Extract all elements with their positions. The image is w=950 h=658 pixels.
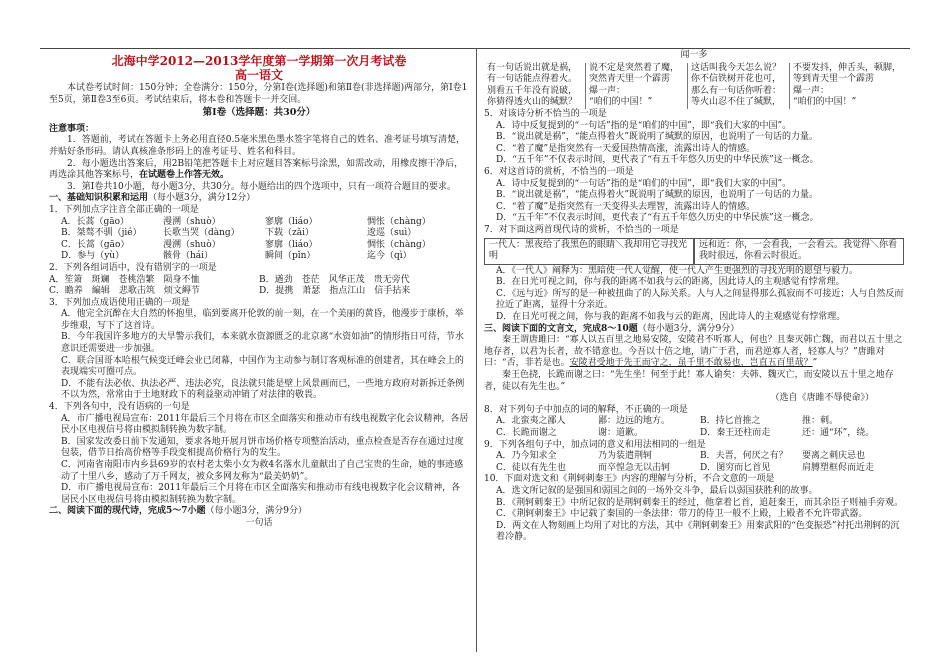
poem-line: 说不定是突然着了魔， <box>589 62 680 73</box>
q8-opt: 推：刺。 <box>802 416 839 427</box>
q8-opt: 还：通“环”，绕。 <box>802 428 875 438</box>
q8-opt: 鄙：边远的地方。 <box>598 416 671 427</box>
question-8: 8．对下列句子中加点的词的解释，不正确的一项是 <box>484 404 688 415</box>
poem-line: 这话叫我今天怎么说？ <box>691 62 782 73</box>
passage-text-end: ” <box>812 358 818 369</box>
q6-option-c: C．“着了魔”是指突然有一天变得头去理智，流露出诗人的情感。 <box>496 201 756 212</box>
poem-line: 那么有一句话你听着： <box>691 85 782 96</box>
q8-opt: 谢：道歉。 <box>598 428 644 438</box>
passage-paragraph-1 <box>484 335 904 370</box>
q1-opt: 逡巡（suì） <box>367 228 417 239</box>
poem-column <box>687 63 789 109</box>
question-9: 9．下列各组句子中，加点词的意义和用法相同的一组是 <box>484 439 706 450</box>
q7-option-d: D．在日光可视之间，你与我的距离不如我与云的距离，因此诗人的主观感觉有悖常理。 <box>496 312 846 323</box>
q8-row <box>484 428 904 440</box>
q5-option-d: D．“五千年”不仅表示时间，更代表了“有五千年悠久历史的中华民族”这一概念。 <box>496 155 819 166</box>
note-2 <box>49 159 469 182</box>
q9-opt: C．徒以有先生也 <box>496 462 566 473</box>
q4-option-c: C．河南省南阳市内乡县69岁的农村老太柴小女为救4名落水儿童献出了自己宝贵的生命，她的事迹感动了十里八乡，感动了万千网友，被众多网友称为“最美奶奶”。 <box>61 460 464 482</box>
q7-option-c: C．《远与近》所写的是一种被扭曲了的人际关系。人与人之间显得那么孤寂而不可接近；人与自然反而拉近了距离，显得十分亲近。 <box>496 288 904 311</box>
note-2-text: 2．每小题选出答案后，用2B铅笔把答题卡上对应题目答案标号涂黑，如需改动，用橡皮擦干净后，再选涂其他答案标号， <box>49 158 464 181</box>
poem-line: 等到青天里一个霹雳 <box>793 74 875 85</box>
poem-line: 有一句话说出就是祸， <box>487 62 578 73</box>
passage-text: 秦王谓唐雎曰：“寡人以五百里之地易安陵，安陵君不听寡人，何也？且秦灭韩亡魏，而君以五十里之地存者，以君为长者，故不错意也。今吾以十倍之地，请广于君，而君逆寡人者，轻寡人与？”唐雎对曰：“否，非若是也。 <box>484 335 903 369</box>
q4-option-b: B．国家发改委日前下发通知，要求各地开展月饼市场价格专项整治活动，重点检查是否存在通过过度包装，借节日抬高价格等手段变相提高价格行为的发生。 <box>61 436 464 459</box>
exam-subtitle: 高一语文 <box>234 68 283 82</box>
exam-intro: 本试卷考试时间：150分钟；全卷满分：150分，分第Ⅰ卷(选择题)和第Ⅱ卷(非选择题)两部分，第Ⅰ卷1至5页，第Ⅱ卷3至6页。考试结束后，将本卷和答题卡一并交回。 <box>49 83 468 105</box>
q6-option-a: A．诗中反复提到的“一句话”指的是“咱们的中国”，即“我们大家的中国”。 <box>496 178 792 189</box>
q9-row <box>484 451 904 463</box>
q2-opt: B．遒劲 苍茫 风华正茂 贵无旁代 <box>259 274 410 285</box>
part-one-title: 一、基础知识积累和运用 <box>49 193 149 204</box>
part-two-score: （每小题3分，满分9分） <box>205 506 307 517</box>
poem-line: “咱们的中国！” <box>589 97 653 108</box>
q1-opt: 惆怅（chàng） <box>367 216 431 227</box>
poem-line: 你不信铁树开花也可， <box>691 74 782 85</box>
note-1: 1．答题前，考试在答题卡上务必用直径0.5毫米黑色墨水签字笔将自己的姓名、准考证号填写清楚，并贴好条形码。请认真核准条形码上的准考证号、姓名和科目。 <box>49 135 466 157</box>
q8-opt: A．北蛮夷之鄙人 <box>496 416 566 427</box>
q10-option-b: B．《荆轲刺秦王》中所记叙的是荆轲刺秦王的经过，他拿着匕首，追赶秦王，而其余臣子则袖手旁观。 <box>496 497 904 508</box>
poem-line: 有一句话能点得着火。 <box>487 74 578 85</box>
q2-opt: A．笙箫 斑斓 苍桃浩繁 陨身不恤 <box>49 274 200 285</box>
q3-option-d: D．不能有法必依、执法必严、违法必究，良法就只能是壁上风景画而已，一些地方政府对新拆迁条例不以为然，常常由于土地财政下的利益驱动冲销了对法律的敬畏。 <box>61 378 465 401</box>
part-three-heading <box>484 324 904 336</box>
q1-opt: C．长蒿（gāo） <box>61 239 130 250</box>
q7-option-b: B．在日光可视之间，你与我的距离不如我与云的距离，因此诗人的主观感觉有悖常理。 <box>496 277 845 288</box>
q7-poems <box>484 238 904 265</box>
q2-row <box>49 275 469 287</box>
left-column <box>49 50 469 530</box>
part-two-title: 二、阅读下面的现代诗，完成5～7小题 <box>49 506 206 517</box>
poem-title: 一句话 <box>245 517 273 528</box>
q9-opt: 而卒惶急无以击轲 <box>598 462 671 473</box>
q7-option-a: A．《一代人》阐释为：黑暗使一代人觉醒，使一代人产生更强烈的寻找光明的愿望与毅力。 <box>496 265 859 276</box>
q7-poem-left: 一代人：黑夜给了我黑色的眼睛＼我却用它寻找光明 <box>484 238 694 265</box>
poem-column <box>585 63 687 109</box>
note-3: 3．第Ⅰ卷共10小题，每小题3分，共30分。每小题给出的四个选项中，只有一项符合题目的要求。 <box>67 181 456 192</box>
q3-option-c: C．联合国哥本哈根气候变迁峰会业已闭幕，中国作为主动参与制订客观标准的创建者，其在峰会上的表现端实可圈可点。 <box>61 355 464 378</box>
q10-option-d: D．两文在人物刻画上均用了对比的方法，其中《荆轲刺秦王》用秦武阳的“色变振恐”衬托出荆轲的沉着冷静。 <box>496 520 900 543</box>
q5-option-b: B．“说出就是祸”，“能点得着火”既说明了缄默的原因，也说明了一句话的力量。 <box>496 132 819 143</box>
passage-source: （选自《唐雎不辱使命》） <box>770 393 874 404</box>
part-two-heading <box>49 506 469 518</box>
q9-opt: D．图穷而匕首见 <box>700 462 771 473</box>
question-6: 6．对这首诗的赏析，不恰当的一项是 <box>484 166 634 177</box>
passage-paragraph-2: 秦王色挠，长跪而谢之曰：“先生坐！何至于此！寡人谕矣：夫韩、魏灭亡，而安陵以五十里之地存者，徒以有先生也。” <box>484 370 894 392</box>
q1-row <box>49 240 469 252</box>
poem-column <box>484 63 585 109</box>
poem-author: 闻一多 <box>680 50 708 60</box>
exam-title: 北海中学2012—2013学年度第一学期第一次月考试卷 <box>111 54 407 68</box>
q8-opt: C．长跪而谢之 <box>496 428 557 438</box>
column-divider <box>476 48 477 652</box>
question-10: 10．下面对选文和《荆轲刺秦王》内容的理解与分析，不合文意的一项是 <box>484 474 775 485</box>
question-3: 3．下列加点成语使用正确的一项是 <box>49 297 190 308</box>
poem-body <box>484 63 904 109</box>
q9-opt: 肩膊塑框侭而近走 <box>802 462 875 473</box>
question-4: 4．下列各句中，没有语病的一句是 <box>49 402 190 413</box>
q4-option-d: D．市广播电视局宣布：2011年最后三个月将在市区全面落实和推动市有线电视数字化会议精神，各居民小区电视信号将由模拟制转换为数字制。 <box>61 483 461 505</box>
poem-line: 别看五千年没有说破， <box>487 85 578 96</box>
q9-opt: A．乃今知求全 <box>496 451 557 462</box>
q10-option-c: C．《荆轲刺秦王》中记载了秦国的一条法律：带刀的侍卫一般不上殿，上殿者不允许带武器。 <box>496 509 868 520</box>
q5-option-a: A．诗中反复提到的“一句话”指的是“咱们的中国”，即“我们大家的中国”。 <box>496 120 792 131</box>
q1-opt: 惆怅（chàng） <box>367 239 431 250</box>
q3-option-b: B．今年我国许多地方的大旱警示我们，本来就水资源匮乏的北京离“水资如油”的情形指日可待，节水意识还需要进一步加强。 <box>61 332 464 355</box>
passage-underlined-sentence: 安陵君受地于先王而守之，虽千里不敢易也，岂直五百里哉？ <box>569 358 813 369</box>
right-column <box>484 50 904 544</box>
q5-option-c: C．“着了魔”是指突然有一天爱国热情高涨，流露出诗人的情感。 <box>496 143 756 154</box>
poem-line: 爆一声： <box>589 85 626 96</box>
q1-opt: 下载（zǎi） <box>265 228 314 239</box>
q1-row <box>49 251 469 263</box>
q9-opt: B．夫晋，何厌之有？ <box>700 451 788 462</box>
q1-opt: 骸骨（hái） <box>163 251 214 262</box>
q1-opt: 迄今（qì） <box>367 251 412 262</box>
q6-option-d: D．“五千年”不仅表示时间，更代表了“有五千年悠久历史的中华民族”这一概念。 <box>496 213 819 224</box>
note-2-bold: 在试题卷上作答无效。 <box>139 170 230 181</box>
q1-opt: 瞬间（pǐn） <box>265 251 316 262</box>
question-5: 5．对该诗分析不恰当的一项是 <box>484 108 607 119</box>
q2-opt: C．瞻养 編辑 悲歌击筑 烦文縟节 <box>49 286 200 297</box>
part-one-score: （每小题3分，满分12分） <box>148 193 256 204</box>
poem-column <box>789 63 904 109</box>
question-2: 2．下列各组词语中，没有错别字的一项是 <box>49 262 217 273</box>
q1-opt: 寥廓（liáo） <box>265 216 318 227</box>
section-one-heading: 第Ⅰ卷（选择题：共30分） <box>202 107 316 119</box>
q1-opt: A．长蒿（gāo） <box>61 216 130 227</box>
q9-opt: 要离之刺庆忌也 <box>802 451 866 462</box>
q8-row <box>484 416 904 428</box>
poem-line: 突然青天里一个霹雳 <box>589 74 671 85</box>
question-1: 1．下列加点字注音全部正确的一项是 <box>49 204 199 215</box>
q8-opt: B．持匕首推之 <box>700 416 761 427</box>
poem-line: “咱们的中国！” <box>793 97 857 108</box>
q1-row <box>49 228 469 240</box>
q6-option-b: B．“说出就是祸”，“能点得着火”既说明了缄默的原因，也说明了一句话的力量。 <box>496 190 819 201</box>
poem-line: 不要发抖，伸舌头，顿脚， <box>793 62 902 73</box>
q1-opt: 长歌当哭（dàng） <box>163 228 240 239</box>
q8-opt: D．秦王还柱而走 <box>700 428 771 438</box>
q1-opt: B．桀骜不驯（jié） <box>61 228 142 239</box>
notes-title: 注意事项： <box>49 123 95 134</box>
q7-poem-right: 远和近：你，一会看我，一会看云。我觉得＼你看我时很远，你看云时很近。 <box>694 238 904 265</box>
part-one-heading <box>49 193 469 205</box>
part-three-title: 三、阅读下面的文言文，完成8～10题 <box>484 323 638 334</box>
poem-line: 爆一声： <box>793 85 830 96</box>
q4-option-a: A．市广播电视局宣布：2011年最后三个月将在市区全面落实和推动市有线电视数字化会议精神，各居民小区电视信号将由模拟制转换为数字制。 <box>61 413 469 436</box>
q9-row <box>484 463 904 475</box>
question-7: 7．对下面这两首现代诗的赏析，不恰当的一项是 <box>484 224 679 235</box>
part-three-score: （每小题3分，满分9分） <box>637 323 740 334</box>
q2-row <box>49 286 469 298</box>
q1-opt: D．参与（yù） <box>61 251 125 262</box>
q10-option-a: A．选文所记叙的是强国和弱国之间的一场外交斗争，最后以弱国获胜利的故事。 <box>496 485 818 496</box>
q1-row <box>49 217 469 229</box>
top-rule <box>40 48 910 49</box>
q1-opt: 漫溯（shuò） <box>163 216 221 227</box>
q3-option-a: A．他完全沉醉在大自然的怀抱里，临到要离开伦敦的前一刻，在一个美丽的黄昏，他漫步于康桥，举步维艰，写下了这首诗。 <box>61 309 464 331</box>
q1-opt: 漫溯（shuò） <box>163 239 221 250</box>
poem-line: 等火山忍不住了缄默， <box>691 97 782 108</box>
poem-line: 你猜得透火山的缄默？ <box>487 97 578 108</box>
q1-opt: 寥廓（liáo） <box>265 239 318 250</box>
q9-opt: 乃为装遣荆轲 <box>598 451 653 462</box>
q2-opt: D．提携 萧瑟 指点江山 信手拈来 <box>259 286 411 297</box>
